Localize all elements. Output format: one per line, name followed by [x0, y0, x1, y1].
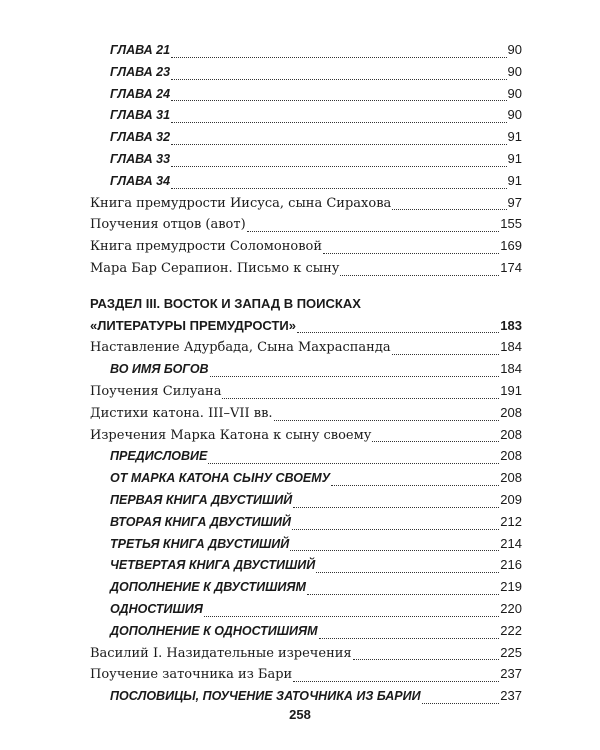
toc-entry-title: Поучения отцов (авот): [90, 217, 246, 233]
toc-entry-title: ГЛАВА 21: [110, 43, 171, 57]
section-heading-line2: [90, 318, 522, 340]
toc-entry-title: Поучение заточника из Бари: [90, 667, 293, 683]
leader-dots: [422, 702, 500, 704]
toc-entry-page: 90: [507, 63, 522, 79]
toc-entry: [90, 557, 522, 579]
toc-entry-title: Наставление Адурбада, Сына Махраспанда: [90, 340, 391, 356]
toc-entry: [90, 195, 522, 217]
section-heading-line1: [90, 296, 522, 318]
toc-entry-page: 155: [500, 216, 522, 232]
toc-entry-title: ПРЕДИСЛОВИЕ: [110, 449, 208, 464]
leader-dots: [292, 528, 499, 530]
leader-dots: [293, 680, 499, 682]
toc-entry-title: Василий I. Назидательные изречения: [90, 645, 352, 661]
toc-entry-page: 225: [500, 644, 522, 660]
toc-entry-page: 208: [500, 448, 522, 464]
leader-dots: [222, 397, 499, 399]
toc-entry-page: 208: [500, 470, 522, 486]
toc-entry-title: Книга премудрости Иисуса, сына Сирахова: [90, 195, 392, 211]
page-number: 258: [289, 707, 311, 722]
leader-dots: [171, 187, 506, 189]
leader-dots: [331, 484, 499, 486]
leader-dots: [171, 78, 506, 80]
toc-entry-page: 209: [500, 491, 522, 507]
toc-entry-page: 90: [507, 85, 522, 101]
toc-entry: [90, 64, 522, 86]
toc-entry: [90, 579, 522, 601]
leader-dots: [247, 230, 500, 232]
toc-entry-title: ГЛАВА 24: [110, 86, 171, 101]
leader-dots: [293, 506, 499, 508]
toc-entry: [90, 623, 522, 645]
toc-entry-page: 91: [507, 129, 522, 145]
toc-entry: [90, 361, 522, 383]
toc-entry-title: Мара Бар Серапион. Письмо к сыну: [90, 260, 340, 276]
table-of-contents: [90, 42, 522, 710]
toc-entry-title: ПОСЛОВИЦЫ, ПОУЧЕНИЕ ЗАТОЧНИКА ИЗ БАРИИ: [110, 689, 421, 704]
leader-dots: [210, 375, 500, 377]
toc-entry-page: 208: [500, 426, 522, 442]
toc-entry-title: Книга премудрости Соломоновой: [90, 239, 323, 255]
toc-entry-title: ЧЕТВЕРТАЯ КНИГА ДВУСТИШИЙ: [110, 558, 316, 573]
leader-dots: [171, 165, 506, 167]
toc-entry: [90, 260, 522, 282]
toc-entry-page: 90: [507, 107, 522, 123]
leader-dots: [171, 143, 506, 145]
leader-dots: [171, 56, 506, 58]
toc-entry-page: 212: [500, 513, 522, 529]
toc-entry: [90, 129, 522, 151]
toc-entry-page: 208: [500, 404, 522, 420]
toc-entry-title: ОДНОСТИШИЯ: [110, 601, 203, 616]
toc-entry: [90, 645, 522, 667]
toc-entry-title: ТРЕТЬЯ КНИГА ДВУСТИШИЙ: [110, 536, 290, 551]
toc-entry-page: 184: [500, 339, 522, 355]
toc-entry-page: 216: [500, 557, 522, 573]
toc-entry-title: ГЛАВА 23: [110, 64, 171, 79]
toc-entry-title: ГЛАВА 31: [110, 108, 171, 123]
leader-dots: [171, 121, 506, 123]
leader-dots: [392, 353, 500, 355]
leader-dots: [353, 658, 500, 660]
toc-entry: [90, 339, 522, 361]
toc-entry-title: ВО ИМЯ БОГОВ: [110, 362, 209, 377]
toc-entry: [90, 601, 522, 623]
toc-entry: [90, 666, 522, 688]
leader-dots: [307, 593, 499, 595]
section-page-number: 183: [500, 317, 522, 333]
toc-entry-page: 169: [500, 238, 522, 254]
leader-dots: [340, 274, 499, 276]
toc-entry: [90, 238, 522, 260]
toc-entry-page: 174: [500, 259, 522, 275]
toc-entry-page: 219: [500, 579, 522, 595]
leader-dots: [319, 637, 500, 639]
leader-dots: [297, 331, 499, 333]
toc-entry-title: Изречения Марка Катона к сыну своему: [90, 427, 372, 443]
toc-entry-page: 191: [500, 382, 522, 398]
toc-entry: [90, 405, 522, 427]
toc-entry-title: Поучения Силуана: [90, 383, 222, 399]
toc-entry: [90, 470, 522, 492]
toc-entry: [90, 514, 522, 536]
toc-entry-page: 237: [500, 666, 522, 682]
leader-dots: [372, 440, 499, 442]
toc-entry: [90, 107, 522, 129]
toc-entry-title: ГЛАВА 34: [110, 173, 171, 188]
toc-entry-page: 97: [507, 194, 522, 210]
toc-entry-title: ГЛАВА 32: [110, 130, 171, 145]
toc-entry-title: Дистихи катона. III–VII вв.: [90, 405, 273, 421]
toc-entry-page: 184: [500, 361, 522, 377]
toc-entry: [90, 86, 522, 108]
toc-entry: [90, 427, 522, 449]
leader-dots: [290, 549, 499, 551]
leader-dots: [204, 615, 499, 617]
toc-entry-title: ДОПОЛНЕНИЕ К ОДНОСТИШИЯМ: [110, 623, 318, 638]
leader-dots: [392, 208, 506, 210]
toc-entry: [90, 492, 522, 514]
toc-entry-page: 222: [500, 622, 522, 638]
toc-entry: [90, 151, 522, 173]
toc-entry-page: 220: [500, 600, 522, 616]
leader-dots: [274, 419, 500, 421]
toc-entry: [90, 536, 522, 558]
toc-entry-title: ОТ МАРКА КАТОНА СЫНУ СВОЕМУ: [110, 471, 331, 486]
toc-entry-title: ГЛАВА 33: [110, 151, 171, 166]
toc-entry: [90, 216, 522, 238]
section-title-line2: «ЛИТЕРАТУРЫ ПРЕМУДРОСТИ»: [90, 317, 297, 333]
section-title-line1: РАЗДЕЛ III. ВОСТОК И ЗАПАД В ПОИСКАХ: [90, 295, 361, 311]
toc-entry-title: ПЕРВАЯ КНИГА ДВУСТИШИЙ: [110, 492, 293, 507]
toc-entry: [90, 42, 522, 64]
toc-entry-page: 214: [500, 535, 522, 551]
leader-dots: [208, 462, 499, 464]
toc-entry-title: ВТОРАЯ КНИГА ДВУСТИШИЙ: [110, 514, 291, 529]
toc-entry-page: 237: [500, 688, 522, 704]
toc-entry-page: 91: [507, 172, 522, 188]
leader-dots: [323, 252, 499, 254]
leader-dots: [316, 571, 499, 573]
toc-entry-title: ДОПОЛНЕНИЕ К ДВУСТИШИЯМ: [110, 580, 306, 595]
toc-entry: [90, 383, 522, 405]
toc-list-top: [90, 42, 522, 282]
leader-dots: [171, 99, 506, 101]
toc-entry: [90, 173, 522, 195]
toc-list-bottom: [90, 339, 522, 710]
toc-entry-page: 91: [507, 150, 522, 166]
toc-entry: [90, 448, 522, 470]
toc-entry-page: 90: [507, 42, 522, 57]
